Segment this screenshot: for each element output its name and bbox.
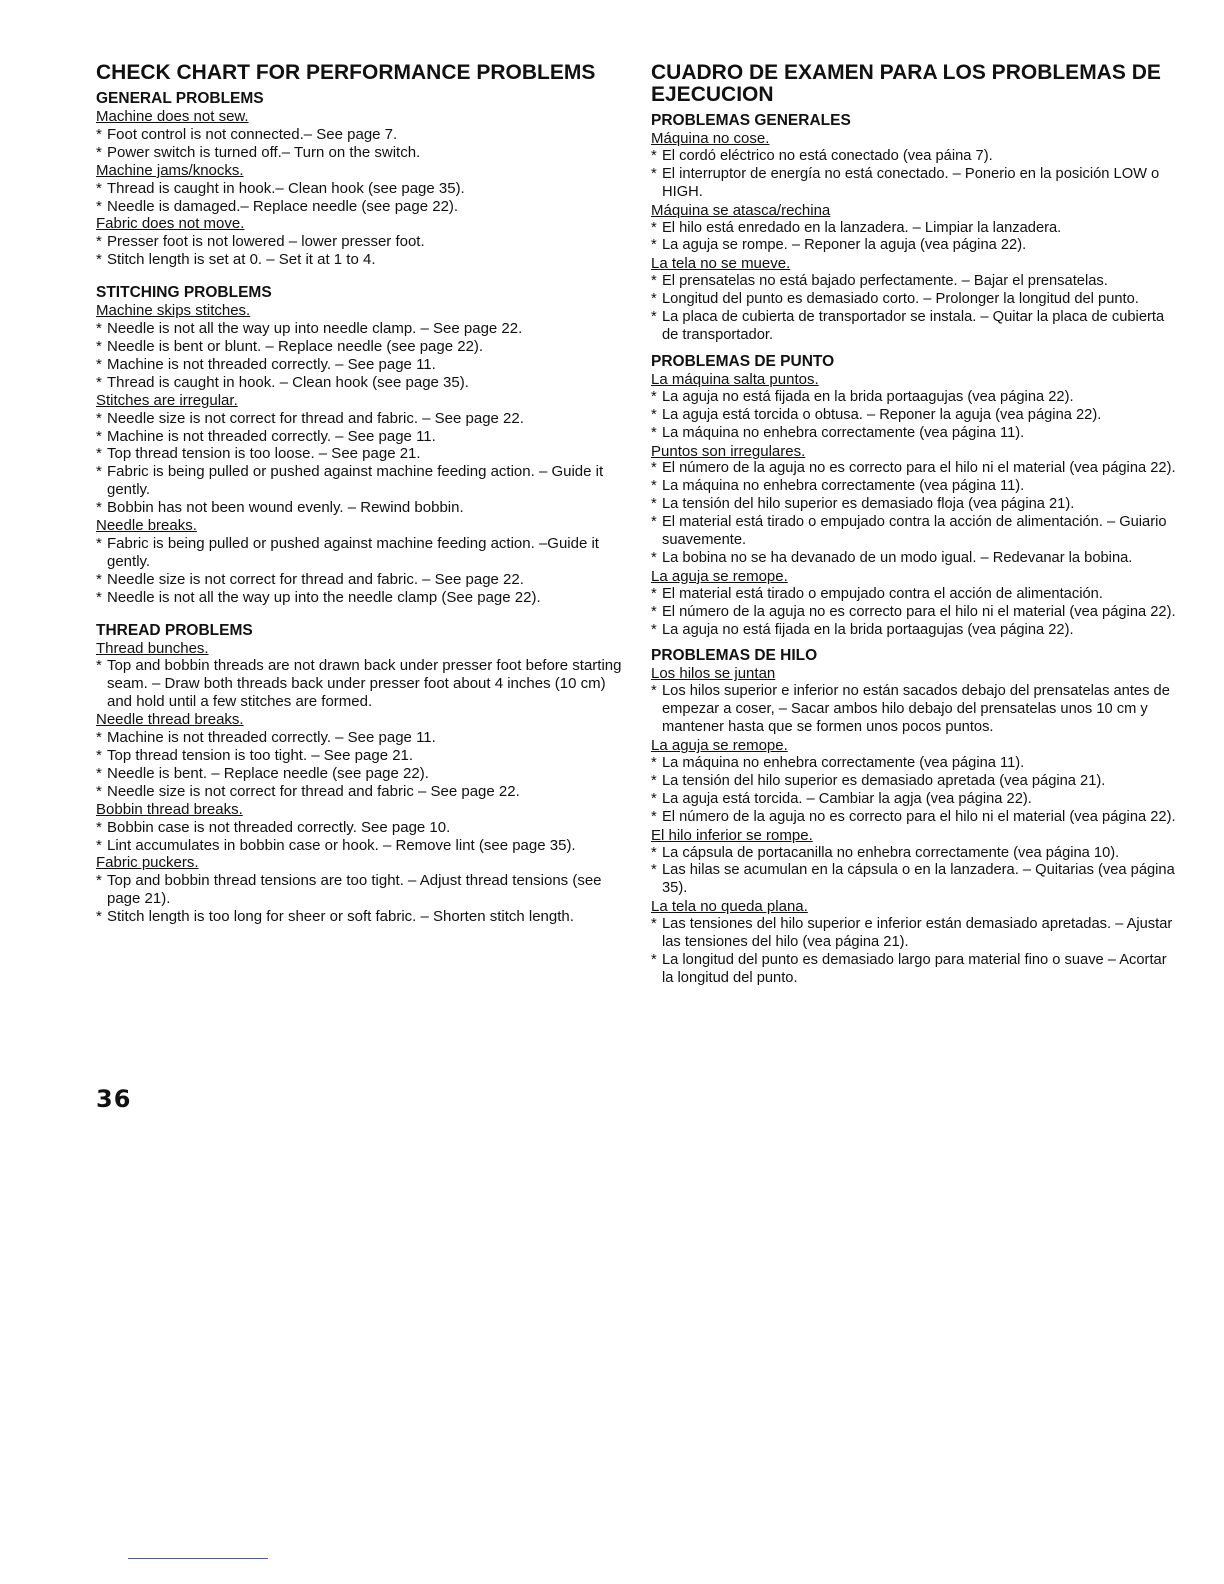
list-item bbox=[651, 460, 1181, 478]
list-item bbox=[651, 407, 1181, 425]
item-text: Needle is bent. – Replace needle (see page 22). bbox=[107, 764, 429, 782]
bullet-asterisk: * bbox=[96, 588, 102, 606]
list-item bbox=[96, 657, 626, 711]
list-item bbox=[651, 773, 1181, 791]
problem-title: Needle thread breaks. bbox=[96, 711, 244, 729]
bullet-asterisk: * bbox=[96, 764, 102, 782]
list-item bbox=[651, 791, 1181, 809]
bullet-asterisk: * bbox=[651, 291, 657, 308]
list-item bbox=[96, 783, 626, 801]
section bbox=[651, 647, 1181, 987]
bullet-asterisk: * bbox=[96, 747, 102, 764]
bullet-asterisk: * bbox=[651, 755, 657, 771]
item-text: Bobbin has not been wound evenly. – Rewind bobbin. bbox=[107, 499, 464, 517]
bullet-asterisk: * bbox=[96, 251, 102, 269]
sections-container bbox=[96, 90, 626, 926]
item-text: Top and bobbin thread tensions are too tight. – Adjust thread tensions (see page 21). bbox=[107, 872, 602, 908]
item-text: La bobina no se ha devanado de un modo igual. – Redevanar la bobina. bbox=[662, 549, 1133, 566]
item-text: El número de la aguja no es correcto para el hilo ni el material (vea página 22). bbox=[662, 808, 1176, 825]
problem-title: Máquina se atasca/rechina bbox=[651, 201, 831, 219]
list-item bbox=[96, 428, 626, 446]
bullet-asterisk: * bbox=[96, 427, 102, 445]
problem-title: Máquina no cose. bbox=[651, 130, 770, 147]
item-text: La aguja se rompe. – Reponer la aguja (vea página 22). bbox=[662, 237, 1027, 254]
bullet-asterisk: * bbox=[96, 499, 102, 517]
problem-title: La tela no queda plana. bbox=[651, 898, 808, 916]
section bbox=[96, 90, 626, 269]
bullet-asterisk: * bbox=[651, 916, 657, 933]
item-text: Stitch length is set at 0. – Set it at 1 to 4. bbox=[107, 251, 376, 269]
bullet-asterisk: * bbox=[651, 585, 657, 602]
list-item bbox=[651, 755, 1181, 773]
problem-title: Machine jams/knocks. bbox=[96, 161, 244, 179]
item-text: La aguja está torcida o obtusa. – Reponer la aguja (vea página 22). bbox=[662, 406, 1102, 423]
bullet-asterisk: * bbox=[651, 683, 657, 700]
bullet-asterisk: * bbox=[96, 570, 102, 588]
list-item bbox=[96, 251, 626, 269]
problem-title: Needle breaks. bbox=[96, 517, 197, 535]
problem-title: La tela no se mueve. bbox=[651, 255, 791, 273]
bullet-asterisk: * bbox=[96, 320, 102, 338]
item-text: La cápsula de portacanilla no enhebra correctamente (vea página 10). bbox=[662, 844, 1120, 861]
bullet-asterisk: * bbox=[651, 549, 657, 566]
list-item bbox=[651, 166, 1181, 202]
bullet-asterisk: * bbox=[96, 355, 102, 373]
item-text: La máquina no enhebra correctamente (vea página 11). bbox=[662, 755, 1025, 771]
section-heading: THREAD PROBLEMS bbox=[96, 621, 253, 639]
item-text: Thread is caught in hook. – Clean hook (see page 35). bbox=[107, 373, 469, 391]
bullet-asterisk: * bbox=[651, 406, 657, 423]
bullet-asterisk: * bbox=[96, 463, 102, 481]
bullet-asterisk: * bbox=[96, 729, 102, 747]
item-text: Power switch is turned off.– Turn on the switch. bbox=[107, 143, 421, 161]
item-text: El número de la aguja no es correcto para el hilo ni el material (vea página 22). bbox=[662, 603, 1176, 620]
bullet-asterisk: * bbox=[651, 388, 657, 405]
page-title: CUADRO DE EXAMEN PARA LOS PROBLEMAS DE EJECUCION bbox=[651, 61, 1161, 106]
section bbox=[651, 353, 1181, 640]
bullet-asterisk: * bbox=[651, 621, 657, 638]
list-item bbox=[96, 463, 626, 499]
bullet-asterisk: * bbox=[96, 872, 102, 890]
item-text: Foot control is not connected.– See page 7. bbox=[107, 125, 398, 143]
item-text: La longitud del punto es demasiado largo para material fino o suave – Acortar la longitud del punto. bbox=[662, 951, 1167, 986]
section bbox=[96, 284, 626, 606]
problem-title: La máquina salta puntos. bbox=[651, 370, 819, 388]
bullet-asterisk: * bbox=[96, 818, 102, 836]
item-text: Las hilas se acumulan en la cápsula o en la lanzadera. – Quitarias (vea página 35). bbox=[662, 862, 1175, 897]
item-text: Presser foot is not lowered – lower presser foot. bbox=[107, 233, 425, 251]
item-text: El material está tirado o empujado contra la acción de alimentación. – Guiario suavemente. bbox=[662, 514, 1167, 549]
section-heading: PROBLEMAS GENERALES bbox=[651, 112, 851, 129]
bullet-asterisk: * bbox=[651, 147, 657, 164]
problem-title: Fabric puckers. bbox=[96, 854, 199, 872]
item-text: Las tensiones del hilo superior e inferior están demasiado apretadas. – Ajustar las tensiones del hilo (vea página 21). bbox=[662, 916, 1173, 951]
problem-title: Los hilos se juntan bbox=[651, 665, 776, 683]
item-text: Needle is damaged.– Replace needle (see page 22). bbox=[107, 197, 459, 215]
item-text: Machine is not threaded correctly. – See page 11. bbox=[107, 355, 436, 373]
bullet-asterisk: * bbox=[651, 862, 657, 879]
section-heading: STITCHING PROBLEMS bbox=[96, 284, 272, 302]
list-item bbox=[96, 410, 626, 428]
item-text: Stitch length is too long for sheer or soft fabric. – Shorten stitch length. bbox=[107, 908, 574, 926]
list-item bbox=[96, 535, 626, 571]
page-title: CHECK CHART FOR PERFORMANCE PROBLEMS bbox=[96, 61, 596, 84]
list-item bbox=[96, 198, 626, 216]
item-text: Fabric is being pulled or pushed against machine feeding action. –Guide it gently. bbox=[107, 534, 599, 570]
column-english bbox=[96, 62, 626, 926]
list-item bbox=[651, 148, 1181, 166]
item-text: Needle size is not correct for thread and fabric. – See page 22. bbox=[107, 570, 524, 588]
item-text: Needle is not all the way up into needle clamp. – See page 22. bbox=[107, 320, 523, 338]
bullet-asterisk: * bbox=[96, 534, 102, 552]
item-text: El interruptor de energía no está conectado. – Ponerio en la posición LOW o HIGH. bbox=[662, 165, 1160, 200]
list-item bbox=[96, 908, 626, 926]
page-number: 36 bbox=[96, 1085, 132, 1113]
bullet-asterisk: * bbox=[651, 951, 657, 968]
list-item bbox=[651, 389, 1181, 407]
item-text: Thread is caught in hook.– Clean hook (see page 35). bbox=[107, 179, 465, 197]
bullet-asterisk: * bbox=[651, 478, 657, 495]
bullet-asterisk: * bbox=[651, 790, 657, 807]
item-text: La tensión del hilo superior es demasiado floja (vea página 21). bbox=[662, 496, 1075, 513]
list-item bbox=[651, 683, 1181, 737]
section bbox=[651, 112, 1181, 345]
problem-title: Bobbin thread breaks. bbox=[96, 800, 243, 818]
bullet-asterisk: * bbox=[651, 496, 657, 513]
item-text: Top thread tension is too tight. – See page 21. bbox=[107, 747, 414, 764]
bullet-asterisk: * bbox=[96, 409, 102, 427]
item-text: Fabric is being pulled or pushed against machine feeding action. – Guide it gently. bbox=[107, 463, 604, 499]
item-text: La aguja no está fijada en la brida portaagujas (vea página 22). bbox=[662, 621, 1074, 638]
item-text: Machine is not threaded correctly. – See page 11. bbox=[107, 729, 436, 747]
list-item bbox=[96, 872, 626, 908]
bullet-asterisk: * bbox=[96, 179, 102, 197]
item-text: El prensatelas no está bajado perfectamente. – Bajar el prensatelas. bbox=[662, 273, 1108, 290]
item-text: La aguja no está fijada en la brida portaagujas (vea página 22). bbox=[662, 388, 1074, 405]
bullet-asterisk: * bbox=[96, 197, 102, 215]
list-item bbox=[651, 478, 1181, 496]
list-item bbox=[96, 233, 626, 251]
list-item bbox=[96, 589, 626, 607]
item-text: Needle is bent or blunt. – Replace needle (see page 22). bbox=[107, 337, 484, 355]
list-item bbox=[96, 499, 626, 517]
problem-title: La aguja se remope. bbox=[651, 567, 788, 585]
list-item bbox=[651, 237, 1181, 255]
item-text: La máquina no enhebra correctamente (vea página 11). bbox=[662, 424, 1025, 441]
item-text: El material está tirado o empujado contra el acción de alimentación. bbox=[662, 585, 1103, 602]
bullet-asterisk: * bbox=[96, 143, 102, 161]
bullet-asterisk: * bbox=[651, 219, 657, 236]
section-heading: PROBLEMAS DE HILO bbox=[651, 647, 818, 665]
problem-title: La aguja se remope. bbox=[651, 737, 788, 755]
list-item bbox=[651, 309, 1181, 345]
bullet-asterisk: * bbox=[96, 657, 102, 675]
bullet-asterisk: * bbox=[96, 836, 102, 854]
item-text: Longitud del punto es demasiado corto. – Prolonger la longitud del punto. bbox=[662, 291, 1139, 308]
bullet-asterisk: * bbox=[96, 782, 102, 800]
section-heading: PROBLEMAS DE PUNTO bbox=[651, 352, 835, 370]
bullet-asterisk: * bbox=[651, 237, 657, 254]
bullet-asterisk: * bbox=[651, 603, 657, 620]
item-text: Lint accumulates in bobbin case or hook. – Remove lint (see page 35). bbox=[107, 836, 576, 854]
list-item bbox=[96, 374, 626, 392]
list-item bbox=[651, 291, 1181, 309]
bullet-asterisk: * bbox=[96, 373, 102, 391]
list-item bbox=[651, 952, 1181, 988]
list-item bbox=[96, 144, 626, 162]
item-text: El cordó eléctrico no está conectado (vea páina 7). bbox=[662, 147, 993, 164]
list-item bbox=[651, 425, 1181, 443]
list-item bbox=[651, 273, 1181, 291]
list-item bbox=[651, 604, 1181, 622]
list-item bbox=[651, 220, 1181, 238]
item-text: La aguja está torcida. – Cambiar la agja (vea página 22). bbox=[662, 790, 1032, 807]
bullet-asterisk: * bbox=[96, 233, 102, 251]
problem-title: Thread bunches. bbox=[96, 639, 209, 657]
bullet-asterisk: * bbox=[651, 460, 657, 477]
list-item bbox=[651, 586, 1181, 604]
list-item bbox=[96, 180, 626, 198]
bullet-asterisk: * bbox=[651, 514, 657, 531]
bullet-asterisk: * bbox=[651, 424, 657, 441]
item-text: Needle size is not correct for thread and fabric. – See page 22. bbox=[107, 409, 524, 427]
column-spanish bbox=[651, 62, 1181, 988]
list-item bbox=[651, 496, 1181, 514]
list-item bbox=[96, 819, 626, 837]
list-item bbox=[96, 356, 626, 374]
bullet-asterisk: * bbox=[96, 125, 102, 143]
list-item bbox=[96, 765, 626, 783]
item-text: La tensión del hilo superior es demasiado apretada (vea página 21). bbox=[662, 772, 1106, 789]
list-item bbox=[96, 445, 626, 463]
problem-title: Stitches are irregular. bbox=[96, 391, 238, 409]
list-item bbox=[96, 338, 626, 356]
item-text: Machine is not threaded correctly. – See page 11. bbox=[107, 427, 436, 445]
item-text: Top thread tension is too loose. – See page 21. bbox=[107, 445, 421, 463]
item-text: Top and bobbin threads are not drawn back under presser foot before starting seam. – Draw both threads back under presser foot about 4 inches (10 cm) and hold until a few stitches are formed. bbox=[107, 657, 622, 711]
bullet-asterisk: * bbox=[96, 445, 102, 463]
list-item bbox=[96, 126, 626, 144]
bullet-asterisk: * bbox=[96, 337, 102, 355]
list-item bbox=[96, 320, 626, 338]
item-text: Needle size is not correct for thread and fabric – See page 22. bbox=[107, 782, 520, 800]
item-text: La placa de cubierta de transportador se instala. – Quitar la placa de cubierta de transportador. bbox=[662, 309, 1165, 343]
bullet-asterisk: * bbox=[651, 309, 657, 326]
list-item bbox=[96, 747, 626, 765]
item-text: Bobbin case is not threaded correctly. See page 10. bbox=[107, 818, 451, 836]
list-item bbox=[651, 862, 1181, 898]
problem-title: El hilo inferior se rompe. bbox=[651, 826, 813, 844]
list-item bbox=[651, 809, 1181, 827]
item-text: Los hilos superior e inferior no están sacados debajo del prensatelas antes de empezar a coser, – Sacar ambos hilo debajo del prensatelas unos 10 cm y mantener hasta que se formen unos pocos puntos. bbox=[662, 683, 1170, 736]
bullet-asterisk: * bbox=[651, 165, 657, 182]
bullet-asterisk: * bbox=[96, 908, 102, 926]
item-text: El hilo está enredado en la lanzadera. – Limpiar la lanzadera. bbox=[662, 219, 1062, 236]
bullet-asterisk: * bbox=[651, 772, 657, 789]
section bbox=[96, 622, 626, 927]
footer-rule bbox=[128, 1558, 268, 1559]
problem-title: Machine skips stitches. bbox=[96, 302, 251, 320]
problem-title: Fabric does not move. bbox=[96, 215, 245, 233]
list-item bbox=[651, 622, 1181, 640]
sections-container bbox=[651, 112, 1181, 988]
item-text: La máquina no enhebra correctamente (vea página 11). bbox=[662, 478, 1025, 495]
problem-title: Puntos son irregulares. bbox=[651, 442, 806, 460]
list-item bbox=[651, 550, 1181, 568]
list-item bbox=[651, 514, 1181, 550]
bullet-asterisk: * bbox=[651, 844, 657, 861]
bullet-asterisk: * bbox=[651, 808, 657, 825]
bullet-asterisk: * bbox=[651, 273, 657, 290]
problem-title: Machine does not sew. bbox=[96, 108, 249, 125]
item-text: El número de la aguja no es correcto para el hilo ni el material (vea página 22). bbox=[662, 460, 1176, 477]
list-item bbox=[96, 729, 626, 747]
item-text: Needle is not all the way up into the needle clamp (See page 22). bbox=[107, 588, 541, 606]
list-item bbox=[96, 837, 626, 855]
list-item bbox=[651, 916, 1181, 952]
section-heading: GENERAL PROBLEMS bbox=[96, 90, 264, 107]
list-item bbox=[96, 571, 626, 589]
list-item bbox=[651, 845, 1181, 863]
